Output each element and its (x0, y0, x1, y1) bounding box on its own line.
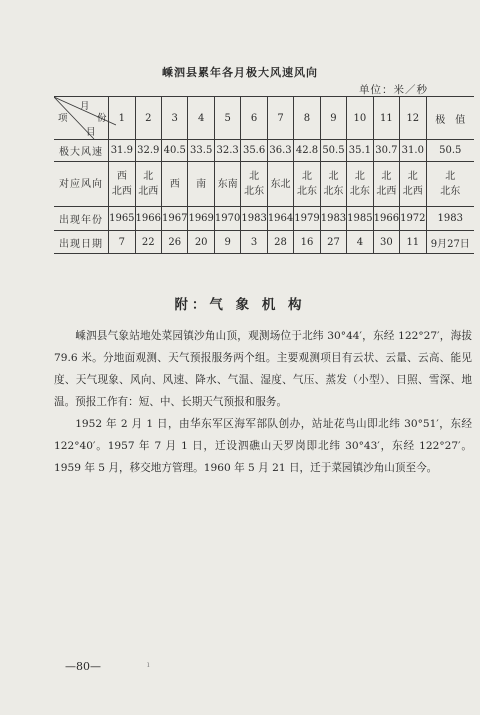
month-header: 4 (188, 97, 214, 140)
table-cell: 北 北西 (373, 162, 399, 207)
table-cell: 26 (162, 231, 188, 254)
table-cell: 1983 (320, 207, 346, 231)
table-cell: 1966 (373, 207, 399, 231)
page-number: —80— (65, 660, 101, 673)
table-cell: 1970 (214, 207, 240, 231)
month-header: 1 (109, 97, 135, 140)
month-header: 12 (400, 97, 426, 140)
table-cell: 西 (162, 162, 188, 207)
table-cell: 东北 (267, 162, 293, 207)
table-cell: 30 (373, 231, 399, 254)
month-header: 5 (214, 97, 240, 140)
table-cell: 北 北西 (400, 162, 426, 207)
table-cell: 40.5 (162, 140, 188, 162)
table-cell: 4 (347, 231, 373, 254)
header-ri-label: 目 (86, 127, 96, 138)
extreme-cell: 9月27日 (426, 231, 474, 254)
table-cell: 1966 (135, 207, 161, 231)
row-label: 极大风速 (54, 140, 109, 162)
table-cell: 1972 (400, 207, 426, 231)
table-cell: 36.3 (267, 140, 293, 162)
table-cell: 32.9 (135, 140, 161, 162)
table-row-speed (54, 140, 474, 162)
table-cell: 30.7 (373, 140, 399, 162)
table-cell: 1967 (162, 207, 188, 231)
paragraph: 嵊泗县气象站地处菜园镇沙角山顶，观测场位于北纬 30°44′，东经 122°27′，海拔 79.6 米。分地面观测、天气预报服务两个组。主要观测项目有云状、云量、云高、能见度、天气现象、风向、风速、降水、气温、湿度、气压、蒸发（小型）、日照、雪深、地温。预报工作有：短、中、长期天气预报和服务。 (54, 330, 472, 408)
table-cell: 31.9 (109, 140, 135, 162)
table-cell: 32.3 (214, 140, 240, 162)
table-cell: 东南 (214, 162, 240, 207)
month-header: 11 (373, 97, 399, 140)
table-row-year (54, 207, 474, 231)
table-cell: 南 (188, 162, 214, 207)
row-label: 对应风向 (54, 162, 109, 207)
month-header: 9 (320, 97, 346, 140)
table-cell: 42.8 (294, 140, 320, 162)
table-cell: 北 北东 (320, 162, 346, 207)
margin-mark: ı (147, 660, 150, 669)
table-row-direction (54, 162, 474, 207)
table-cell: 31.0 (400, 140, 426, 162)
header-row (54, 97, 474, 140)
table-cell: 1964 (267, 207, 293, 231)
extreme-cell: 北 北东 (426, 162, 474, 207)
diagonal-header-cell (54, 97, 109, 140)
table-cell: 27 (320, 231, 346, 254)
table-title: 嵊泗县累年各月极大风速风向 (162, 66, 318, 79)
table-unit: 单位：米／秒 (359, 84, 428, 96)
table-cell: 35.1 (347, 140, 373, 162)
table-cell: 11 (400, 231, 426, 254)
table-cell: 22 (135, 231, 161, 254)
table-cell: 20 (188, 231, 214, 254)
section-title: 附：气 象 机 构 (174, 297, 306, 313)
table-cell: 北 北西 (135, 162, 161, 207)
paragraph: 1952 年 2 月 1 日，由华东军区海军部队创办，站址花鸟山即北纬 30°51′，东经 122°40′。1957 年 7 月 1 日，迁设泗礁山天罗岗即北纬 30°43′，东经 122°27′。1959 年 5 月，移交地方管理。1960 年 5 月 21 日，迁于菜园镇沙角山顶至今。 (54, 418, 472, 474)
table-cell: 北 北东 (294, 162, 320, 207)
table-cell: 28 (267, 231, 293, 254)
table-cell: 33.5 (188, 140, 214, 162)
table-cell: 1969 (188, 207, 214, 231)
table-cell: 35.6 (241, 140, 267, 162)
month-header: 3 (162, 97, 188, 140)
header-fen-label: 份 (97, 113, 107, 124)
month-header: 8 (294, 97, 320, 140)
extreme-cell: 1983 (426, 207, 474, 231)
table-cell: 北 北东 (241, 162, 267, 207)
header-item-label: 项 (58, 113, 71, 124)
table-cell: 16 (294, 231, 320, 254)
table-cell: 50.5 (320, 140, 346, 162)
row-label: 出现年份 (54, 207, 109, 231)
table-cell: 西 北西 (109, 162, 135, 207)
table-cell: 9 (214, 231, 240, 254)
month-header: 2 (135, 97, 161, 140)
extreme-header: 极 值 (426, 97, 474, 140)
month-header: 6 (241, 97, 267, 140)
wind-table (54, 96, 474, 254)
table-cell: 3 (241, 231, 267, 254)
table-cell: 7 (109, 231, 135, 254)
table-cell: 北 北东 (347, 162, 373, 207)
body-text (54, 325, 472, 479)
table-cell: 1965 (109, 207, 135, 231)
header-month-label: 月 (80, 101, 90, 112)
extreme-cell: 50.5 (426, 140, 474, 162)
table-cell: 1983 (241, 207, 267, 231)
month-header: 10 (347, 97, 373, 140)
table-cell: 1985 (347, 207, 373, 231)
table-row-date (54, 231, 474, 254)
month-header: 7 (267, 97, 293, 140)
table-cell: 1979 (294, 207, 320, 231)
row-label: 出现日期 (54, 231, 109, 254)
